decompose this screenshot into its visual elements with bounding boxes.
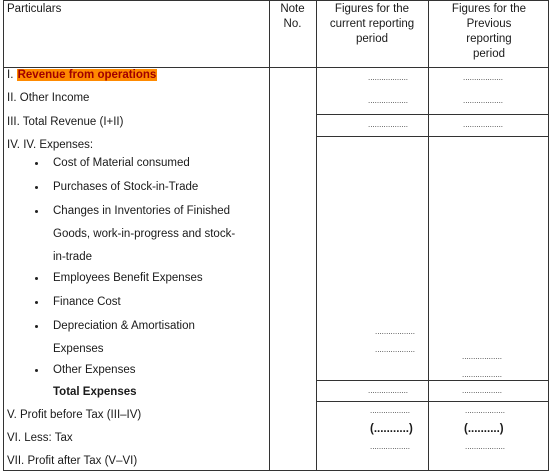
expense-other: Other Expenses (53, 364, 136, 376)
placeholder-dots: .................. (368, 96, 409, 105)
expense-finance-cost: Finance Cost (53, 296, 121, 308)
total-revenue-bottom-rule (316, 136, 548, 137)
placeholder-dots: .................. (462, 352, 503, 361)
header-previous-period: Figures for the Previous reporting period (451, 3, 527, 60)
highlighted-revenue-label: Revenue from operations (17, 69, 157, 81)
placeholder-dots: .................. (465, 442, 506, 451)
total-expenses-top-rule (316, 380, 548, 381)
placeholder-dots: .................. (465, 406, 506, 415)
total-expenses-label: Total Expenses (53, 386, 137, 398)
placeholder-dots: .................. (463, 73, 504, 82)
placeholder-dots: .................. (370, 442, 411, 451)
column-divider-note (269, 1, 270, 470)
placeholder-dots: .................. (462, 386, 503, 395)
bullet-icon (35, 210, 38, 213)
row-revenue-from-operations: I. Revenue from operations (7, 69, 157, 81)
placeholder-dots: .................. (368, 120, 409, 129)
row-profit-before-tax: V. Profit before Tax (III–IV) (7, 409, 142, 421)
placeholder-dots: .................. (368, 386, 409, 395)
row-other-income: II. Other Income (7, 92, 90, 104)
placeholder-dots: .................. (462, 370, 503, 379)
expense-cost-of-material: Cost of Material consumed (53, 157, 190, 169)
bullet-icon (35, 186, 38, 189)
column-divider-current (316, 1, 317, 470)
placeholder-dots: .................. (368, 73, 409, 82)
total-expenses-bottom-rule (316, 401, 548, 402)
expense-employees-benefit: Employees Benefit Expenses (53, 272, 203, 284)
placeholder-dots: .................. (375, 345, 416, 354)
column-divider-previous (428, 1, 429, 470)
placeholder-dots: .................. (375, 327, 416, 336)
header-note: Note No. (280, 3, 305, 30)
row-expenses-heading: IV. IV. Expenses: (7, 139, 94, 151)
placeholder-dots: .................. (463, 96, 504, 105)
bullet-icon (35, 325, 38, 328)
row-total-revenue: III. Total Revenue (I+II) (7, 116, 124, 128)
expense-changes-in-inventories-line3: in-trade (53, 251, 92, 263)
total-revenue-top-rule (316, 114, 548, 115)
expense-changes-in-inventories-line1: Changes in Inventories of Finished (53, 205, 231, 217)
expense-purchases-stock-in-trade: Purchases of Stock-in-Trade (53, 181, 199, 193)
placeholder-tax-previous: (..........) (464, 423, 504, 435)
bullet-icon (35, 369, 38, 372)
placeholder-dots: .................. (370, 406, 411, 415)
bullet-icon (35, 301, 38, 304)
expense-depreciation-line2: Expenses (53, 343, 104, 355)
placeholder-dots: .................. (463, 120, 504, 129)
bullet-icon (35, 162, 38, 165)
expense-changes-in-inventories-line2: Goods, work-in-progress and stock- (53, 228, 236, 240)
header-particulars: Particulars (7, 3, 62, 15)
bullet-icon (35, 277, 38, 280)
row-less-tax: VI. Less: Tax (7, 432, 73, 444)
header-current-period: Figures for the current reporting period (329, 3, 415, 45)
placeholder-tax-current: (...........) (370, 423, 413, 435)
row-profit-after-tax: VII. Profit after Tax (V–VI) (7, 455, 138, 467)
expense-depreciation-line1: Depreciation & Amortisation (53, 320, 195, 332)
statement-of-profit-and-loss-table (3, 0, 549, 471)
